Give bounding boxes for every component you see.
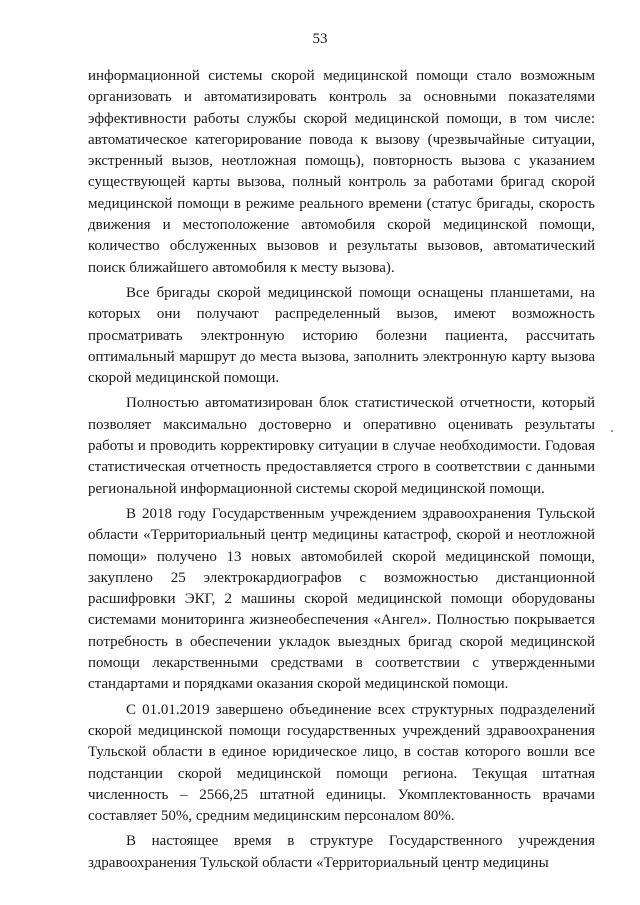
- paragraph-current-structure: В настоящее время в структуре Государственного учреждения здравоохранения Тульской области «Территориальный центр медицины: [88, 833, 595, 871]
- document-body: [88, 66, 595, 878]
- paragraph-statistics: Полностью автоматизирован блок статистической отчетности, который позволяет максимально достоверно и оперативно оценивать результаты работы и проводить корректировку ситуации в случае необходимости. Годовая статистическая отчетность предоставляется строго в соответствии с данными региональной информационной системы скорой медицинской помощи.: [88, 395, 595, 497]
- paragraph-2018: В 2018 году Государственным учреждением здравоохранения Тульской области «Территориальный центр медицины катастроф, скорой и неотложной помощи» получено 13 новых автомобилей скорой медицинской помощи, закуплено 25 электрокардиографов с возможностью дистанционной расшифровки ЭКГ, 2 машины скорой медицинской помощи оборудованы системами мониторинга жизнеобеспечения «Ангел». Полностью покрывается потребность в обеспечении укладок выездных бригад скорой медицинской помощи лекарственными средствами в соответствии с утвержденными стандартами и порядками оказания скорой медицинской помощи.: [88, 505, 595, 693]
- page-number: 53: [312, 31, 328, 47]
- paragraph-2019: С 01.01.2019 завершено объединение всех структурных подразделений скорой медицинской помощи государственных учреждений здравоохранения Тульской области в единое юридическое лицо, в состав которого вошли все подстанции скорой медицинской помощи региона. Текущая штатная численность – 2566,25 штатной единицы. Укомплектованность врачами составляет 50%, средним медицинским персоналом 80%.: [88, 701, 595, 825]
- paragraph-continued: информационной системы скорой медицинской помощи стало возможным организовать и автоматизировать контроль за основными показателями эффективности работы службы скорой медицинской помощи, в том числе: автоматическое категорирование повода к вызову (чрезвычайные ситуации, экстренный вызов, неотложная помощь), повторность вызова с указанием существующей карты вызова, полный контроль за работами бригад скорой медицинской помощи в режиме реального времени (статус бригады, скорость движения и местоположение автомобиля скорой медицинской помощи, количество обслуженных вызовов и результаты вызовов, автоматический поиск ближайшего автомобиля к месту вызова).: [88, 68, 595, 276]
- scan-speck: [611, 430, 613, 432]
- paragraph-tablets: Все бригады скорой медицинской помощи оснащены планшетами, на которых они получают распределенный вызов, имеют возможность просматривать электронную историю болезни пациента, рассчитать оптимальный маршрут до места вызова, заполнить электронную карту вызова скорой медицинской помощи.: [88, 284, 595, 387]
